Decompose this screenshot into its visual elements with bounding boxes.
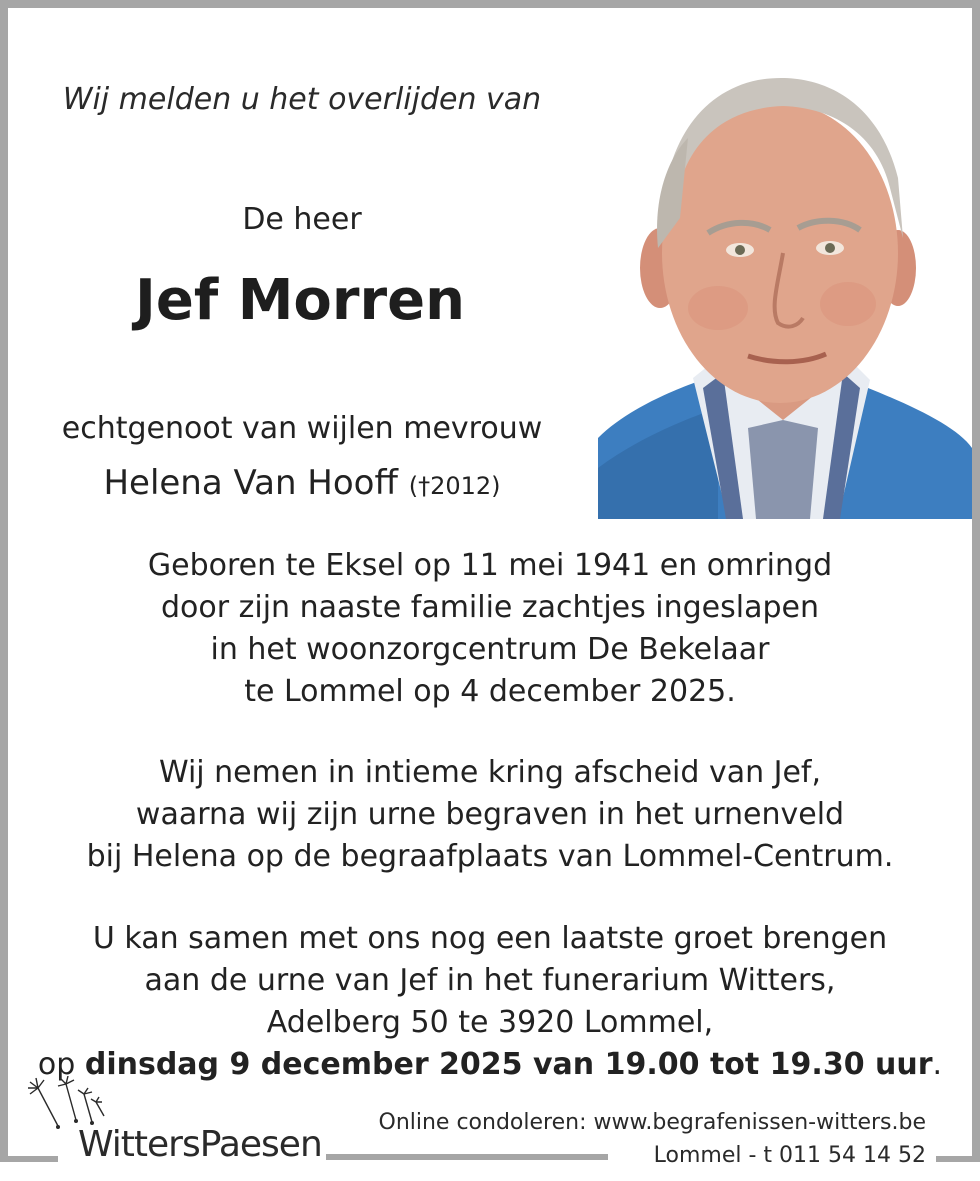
visit-line: U kan samen met ons nog een laatste groet brengen — [92, 921, 888, 956]
deceased-name: Jef Morren — [135, 268, 465, 333]
spouse-death-year: (†2012) — [408, 472, 501, 500]
farewell-paragraph — [0, 752, 980, 878]
frame-bottom-border-middle — [326, 1154, 608, 1160]
frame-bottom-border-right — [936, 1156, 980, 1162]
frame-top-border — [0, 0, 980, 8]
visit-line: Adelberg 50 te 3920 Lommel, — [266, 1005, 714, 1040]
visit-date-time: dinsdag 9 december 2025 van 19.00 tot 19.30 uur — [84, 1047, 933, 1082]
spouse-name: Helena Van Hooff — [103, 463, 398, 503]
intro-text: Wij melden u het overlijden van — [62, 82, 542, 117]
visit-prefix: op — [37, 1047, 85, 1082]
phone-line: Lommel - t 011 54 14 52 — [653, 1143, 926, 1168]
farewell-line: waarna wij zijn urne begraven in het urnenveld — [135, 797, 845, 832]
visit-suffix: . — [932, 1047, 943, 1082]
spouse-name-line — [0, 463, 604, 503]
portrait-photo — [598, 68, 972, 519]
birth-line: te Lommel op 4 december 2025. — [244, 674, 736, 709]
farewell-line: Wij nemen in intieme kring afscheid van Jef, — [158, 755, 822, 790]
birth-line: door zijn naaste familie zachtjes ingeslapen — [161, 590, 819, 625]
visit-line: aan de urne van Jef in het funerarium Witters, — [144, 963, 836, 998]
birth-paragraph — [0, 545, 980, 713]
birth-line: Geboren te Eksel op 11 mei 1941 en omringd — [147, 548, 833, 583]
salutation: De heer — [242, 202, 362, 237]
farewell-line: bij Helena op de begraafplaats van Lommel-Centrum. — [86, 839, 894, 874]
logo-text: WittersPaesen — [78, 1124, 322, 1165]
online-condolence-link[interactable]: Online condoleren: www.begrafenissen-witters.be — [378, 1110, 926, 1135]
spouse-line: echtgenoot van wijlen mevrouw — [61, 411, 543, 446]
visit-paragraph — [0, 918, 980, 1086]
birth-line: in het woonzorgcentrum De Bekelaar — [210, 632, 770, 667]
